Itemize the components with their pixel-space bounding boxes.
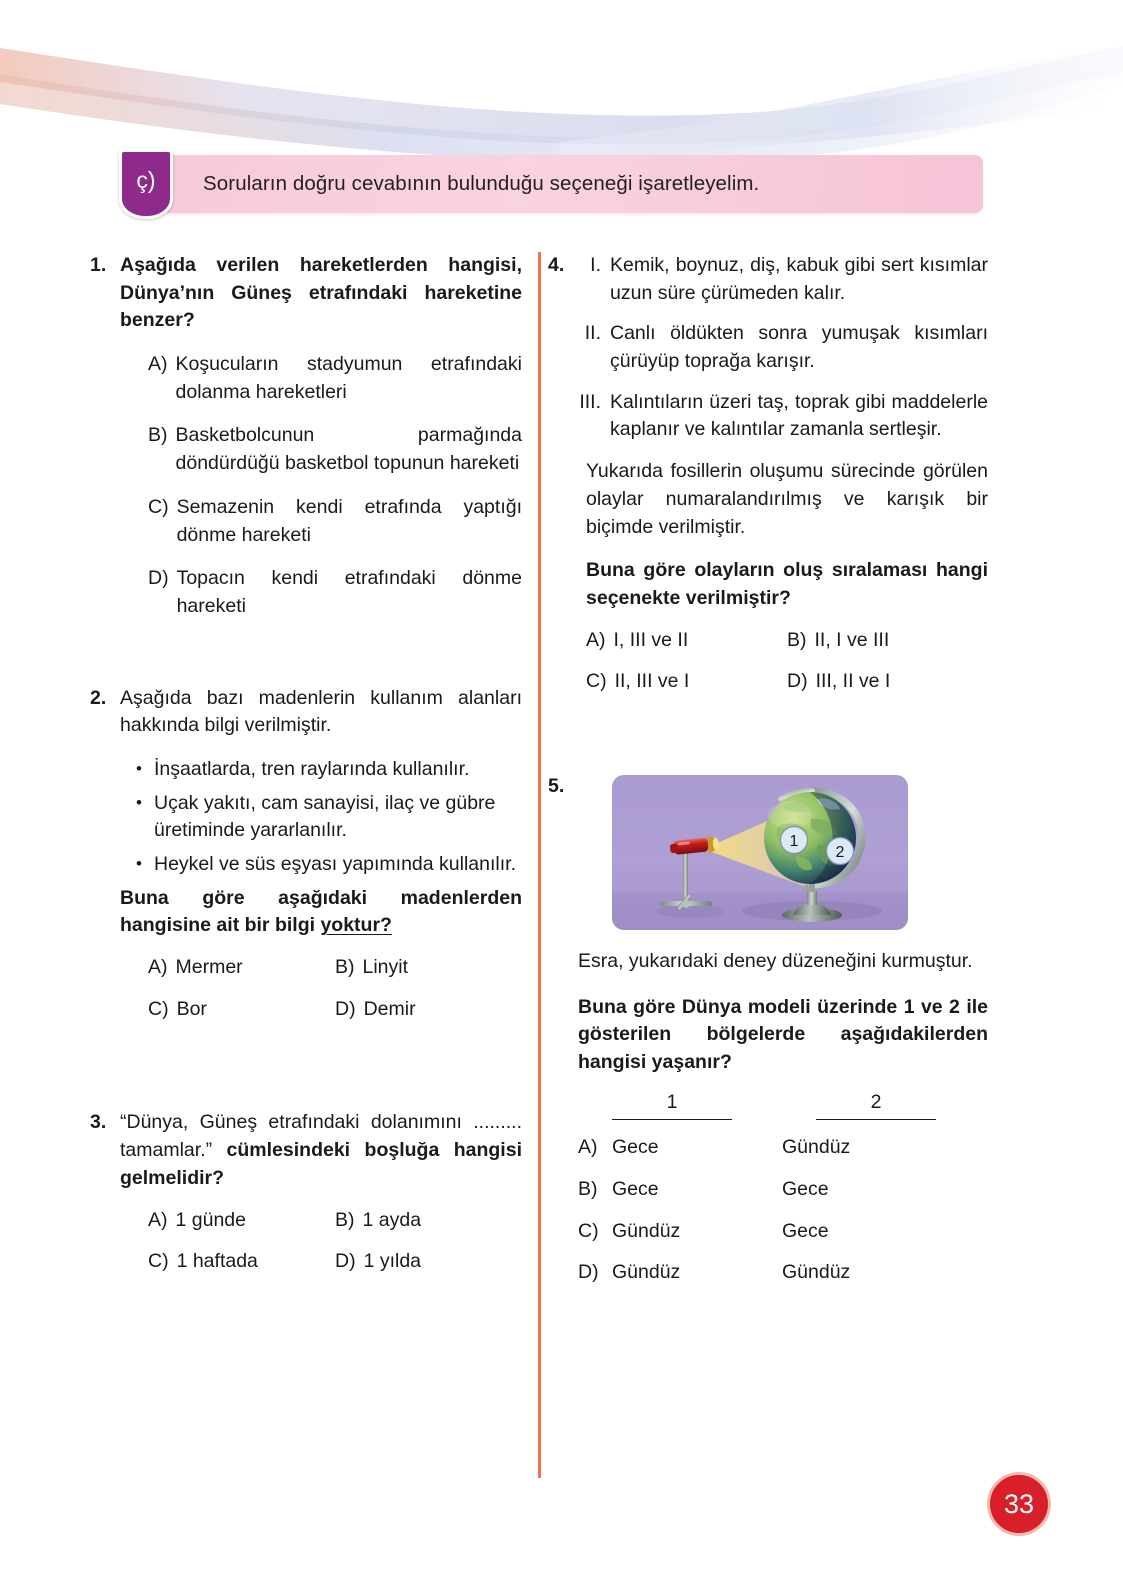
answer-table-header (578, 1089, 988, 1121)
option-a[interactable] (148, 954, 335, 982)
option-d[interactable] (335, 996, 522, 1024)
roman-text: Canlı öldükten sonra yumuşak kısımları çürüyüp toprağa karışır. (610, 322, 988, 373)
option-row (148, 1248, 522, 1276)
option-d-text: Demir (363, 997, 416, 1020)
option-row (148, 996, 522, 1024)
option-c[interactable] (586, 668, 787, 696)
option-a-text: I, III ve II (613, 628, 689, 651)
option-d-letter: D) (148, 567, 169, 590)
section-banner (103, 155, 983, 213)
question-3-options (120, 1207, 522, 1276)
option-c[interactable] (148, 996, 335, 1024)
option-d-letter: D) (335, 1250, 356, 1273)
option-c-letter: C) (148, 495, 169, 518)
option-b-letter: B) (787, 628, 807, 651)
page-number-label: 33 (1003, 1488, 1035, 1519)
option-d-col1: Gündüz (612, 1261, 681, 1284)
question-3-stem-normal: “Dünya, Güneş etrafındaki dolanımını ......... tamamlar.” (120, 1111, 522, 1162)
question-3-stem (120, 1109, 522, 1192)
option-a-letter: A) (586, 628, 606, 651)
option-a[interactable] (148, 1207, 335, 1235)
question-2-options (120, 954, 522, 1023)
option-b-text: II, I ve III (814, 628, 890, 651)
option-b-col1: Gece (612, 1178, 659, 1201)
right-column (548, 252, 988, 1287)
roman-item (578, 389, 988, 444)
option-b-text: 1 ayda (362, 1208, 422, 1231)
option-row (586, 627, 988, 655)
section-letter-badge (119, 149, 173, 219)
option-b[interactable] (787, 627, 988, 655)
bullet-dot-icon: • (136, 854, 142, 873)
bullet-text: Heykel ve süs eşyası yapımında kullanılır. (154, 853, 516, 875)
option-b-letter: B) (335, 956, 355, 979)
option-d-letter: D) (578, 1261, 599, 1284)
column-divider (538, 252, 541, 1478)
option-d-text: 1 yılda (363, 1250, 422, 1273)
roman-item (578, 252, 988, 307)
question-4 (548, 252, 988, 696)
question-4-roman-list (578, 252, 988, 444)
option-c-text: Semazenin kendi etrafında yaptığı dönme hareketi (176, 495, 522, 546)
roman-numeral: III. (579, 390, 601, 413)
option-b-letter: B) (335, 1208, 355, 1231)
option-a[interactable] (586, 627, 787, 655)
option-c-col2: Gece (782, 1219, 829, 1242)
question-5-prompt: Buna göre Dünya modeli üzerinde 1 ve 2 ile gösterilen bölgelerde aşağıdakilerden hangisi yaşanır? (578, 995, 988, 1073)
option-d-letter: D) (335, 997, 356, 1020)
section-letter-label: ç) (136, 166, 156, 193)
bullet-text: İnşaatlarda, tren raylarında kullanılır. (154, 757, 470, 780)
region-2-label: 2 (835, 843, 845, 861)
option-row (148, 1207, 522, 1235)
question-5-answer-table (578, 1089, 988, 1287)
option-a-letter: A) (148, 1208, 168, 1231)
question-1-options (120, 351, 522, 621)
question-2-prompt-underlined: yoktur? (320, 914, 392, 937)
header-decoration (0, 0, 1123, 165)
option-d[interactable] (787, 668, 988, 696)
bullet-item (136, 851, 522, 879)
question-2-bullet-list (120, 756, 522, 879)
option-a-text: Mermer (175, 956, 243, 979)
bullet-item (136, 756, 522, 784)
option-c[interactable] (148, 494, 522, 549)
question-3 (90, 1109, 522, 1275)
roman-text: Kalıntıların üzeri taş, toprak gibi maddelerle kaplanır ve kalıntılar zamanla sertleşir. (610, 390, 988, 441)
option-a[interactable] (148, 351, 522, 406)
option-c-letter: C) (148, 997, 169, 1020)
option-c-text: II, III ve I (614, 670, 690, 693)
option-a-letter: A) (148, 353, 168, 376)
option-a-letter: A) (578, 1136, 598, 1159)
option-b-letter: B) (148, 424, 168, 447)
page-number-badge (987, 1472, 1051, 1536)
option-c[interactable] (148, 1248, 335, 1276)
option-d-col2: Gündüz (782, 1261, 851, 1284)
option-a-col1: Gece (612, 1136, 659, 1159)
question-5-number: 5. (548, 774, 565, 797)
roman-numeral: II. (584, 322, 601, 345)
option-c-letter: C) (148, 1250, 169, 1273)
option-b-letter: B) (578, 1178, 598, 1201)
option-c-letter: C) (586, 670, 607, 693)
option-d-text: Topacın kendi etrafındaki dönme hareketi (176, 567, 522, 617)
option-b[interactable] (148, 422, 522, 477)
globe-flashlight-diagram (612, 775, 908, 930)
bullet-dot-icon: • (136, 792, 142, 812)
option-d[interactable] (578, 1259, 988, 1287)
option-d[interactable] (335, 1248, 522, 1276)
question-2-stem: Aşağıda bazı madenlerin kullanım alanları hakkında bilgi verilmiştir. (120, 686, 522, 737)
question-4-prompt: Buna göre olayların oluş sıralaması hangi seçenekte verilmiştir? (586, 559, 988, 609)
question-4-lead: Yukarıda fosillerin oluşumu sürecinde görülen olaylar numaralandırılmış ve karışık bir biçimde verilmiştir. (586, 460, 988, 538)
bullet-text: Uçak yakıtı, cam sanayisi, ilaç ve gübre üretiminde yararlanılır. (154, 791, 496, 842)
option-row (586, 668, 988, 696)
option-b[interactable] (335, 1207, 522, 1235)
question-2-number: 2. (90, 686, 107, 709)
option-b[interactable] (335, 954, 522, 982)
question-4-number: 4. (548, 254, 565, 276)
answer-col-1-header: 1 (612, 1089, 732, 1121)
option-b-text: Linyit (362, 956, 409, 979)
option-c-letter: C) (578, 1219, 599, 1242)
roman-numeral: I. (590, 254, 601, 276)
option-d-letter: D) (787, 670, 808, 693)
option-a-letter: A) (148, 956, 168, 979)
option-b[interactable] (578, 1176, 988, 1204)
option-b-text: Basketbolcunun parmağında döndürdüğü basketbol topunun hareketi (175, 424, 522, 475)
option-b-col2: Gece (782, 1178, 829, 1201)
banner-instruction: Soruların doğru cevabının bulunduğu seçeneği işaretleyelim. (203, 172, 760, 195)
option-d-text: III, II ve I (815, 670, 891, 693)
question-4-options (578, 627, 988, 696)
option-c-col1: Gündüz (612, 1219, 681, 1242)
question-1 (90, 252, 522, 621)
option-c-text: 1 haftada (176, 1250, 258, 1273)
question-5-lead: Esra, yukarıdaki deney düzeneğini kurmuştur. (578, 949, 973, 972)
option-c[interactable] (578, 1218, 988, 1246)
option-a[interactable] (578, 1134, 988, 1162)
question-1-number: 1. (90, 254, 107, 276)
question-5 (548, 773, 988, 1287)
roman-item (578, 320, 988, 375)
option-a-col2: Gündüz (782, 1136, 851, 1159)
roman-text: Kemik, boynuz, diş, kabuk gibi sert kısımlar uzun süre çürümeden kalır. (610, 254, 988, 304)
question-3-number: 3. (90, 1111, 107, 1134)
question-2 (90, 685, 522, 1024)
question-3-stem-bold: cümlesindeki boşluğa hangisi gelmelidir? (120, 1139, 522, 1189)
option-a-text: Koşucuların stadyumun etrafındaki dolanma hareketleri (175, 353, 522, 403)
answer-col-2-header: 2 (816, 1089, 936, 1121)
option-c-text: Bor (176, 997, 207, 1020)
question-2-prompt-text: Buna göre aşağıdaki madenlerden hangisine ait bir bilgi (120, 886, 522, 937)
bullet-item (136, 790, 522, 845)
banner-strip (141, 155, 983, 213)
question-1-stem: Aşağıda verilen hareketlerden hangisi, Dünya’nın Güneş etrafındaki hareketine benzer? (120, 254, 522, 332)
experiment-setup-illustration (612, 775, 908, 930)
left-column (90, 252, 522, 1276)
question-2-prompt (120, 885, 522, 940)
option-a-text: 1 günde (175, 1208, 246, 1231)
option-d[interactable] (148, 565, 522, 620)
bullet-dot-icon: • (136, 758, 142, 778)
region-1-label: 1 (789, 832, 799, 850)
option-row (148, 954, 522, 982)
